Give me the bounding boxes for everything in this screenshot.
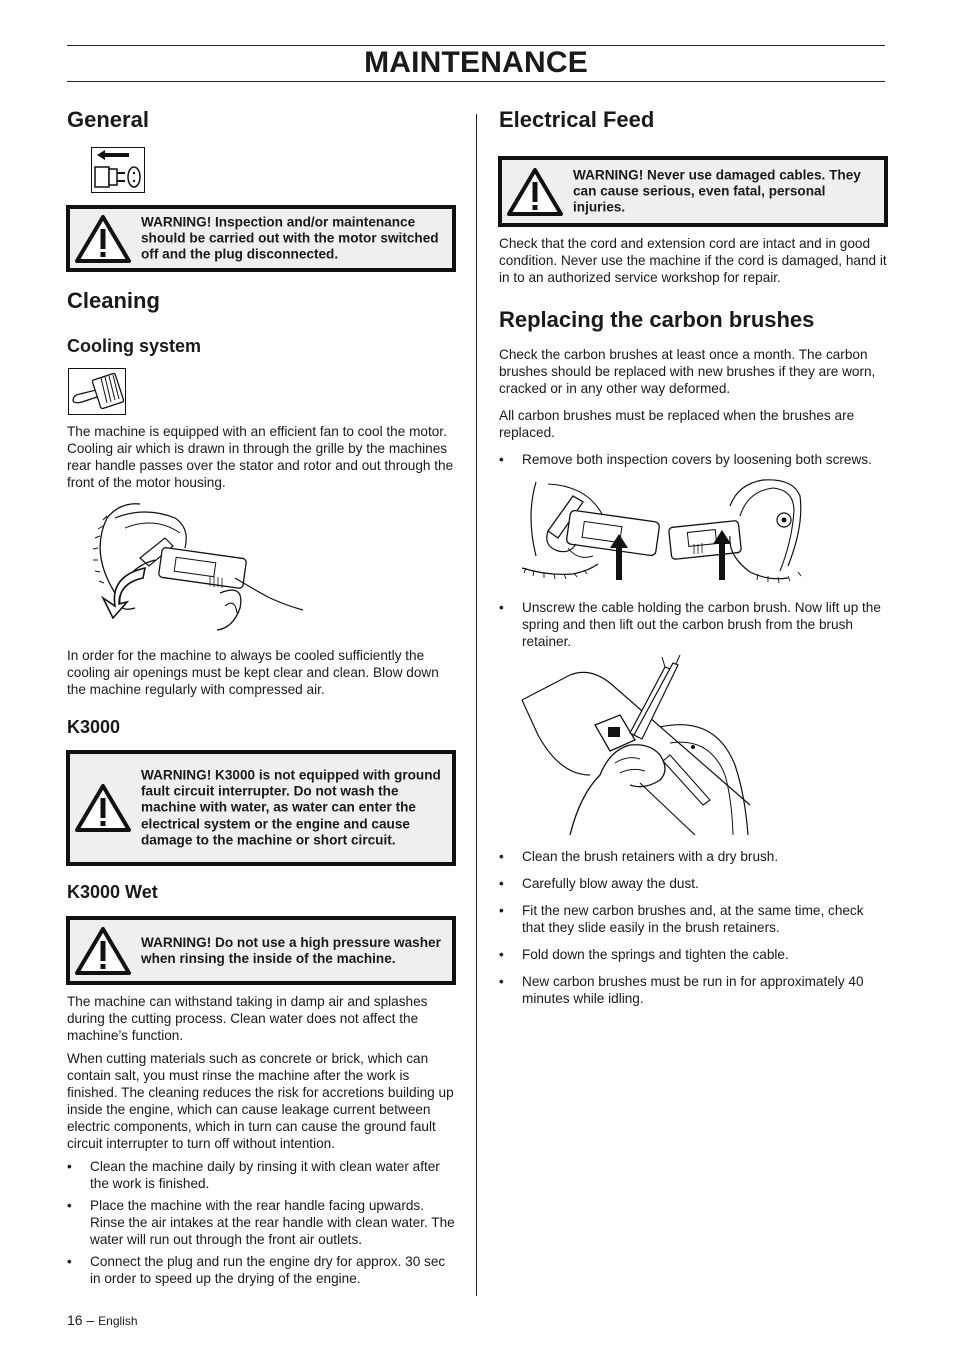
list-item: • Place the machine with the rear handle facing upwards. Rinse the air intakes at the rear handle with clean water. The water will run out through the front air outlets. (67, 1198, 455, 1247)
list-item: • Clean the machine daily by rinsing it with clean water after the work is finished. (67, 1159, 440, 1191)
header-bottom-rule (67, 81, 885, 82)
list-item: • New carbon brushes must be run in for approximately 40 minutes while idling. (499, 974, 864, 1006)
column-divider (476, 114, 477, 1296)
general-warning-box (66, 205, 456, 272)
carbon-brushes-intro (499, 346, 887, 478)
cooling-system-heading: Cooling system (67, 336, 202, 356)
k3000-wet-paragraph-2: When cutting materials such as concrete or brick, which can contain salt, you must rinse the machine after the work is finished. The cleaning reduces the risk for accretions building up inside the engine, which can cause leakage current between electric components, which in turn can cause the ground fault circuit interrupter to turn off without intention. (67, 1051, 454, 1151)
electrical-paragraph: Check that the cord and extension cord are intact and in good condition. Never use the machine if the cord is damaged, hand it in to an authorized service workshop for repair. (499, 236, 887, 285)
warning-triangle-icon (74, 214, 132, 264)
k3000-heading: K3000 (67, 717, 121, 737)
final-steps-bullet-list (499, 848, 887, 1007)
k3000-wet-body (67, 993, 455, 1292)
general-heading: General (67, 107, 149, 132)
page-footer (67, 1312, 138, 1328)
carbon-brushes-paragraph-2: All carbon brushes must be replaced when the brushes are replaced. (499, 408, 855, 440)
list-item: • Clean the brush retainers with a dry brush. (499, 849, 779, 864)
electrical-warning-text: WARNING! Never use damaged cables. They can cause serious, even fatal, personal injuries. (573, 167, 861, 215)
list-item: • Connect the plug and run the engine dry for approx. 30 sec in order to speed up the drying of the engine. (67, 1254, 446, 1286)
warning-triangle-icon (74, 783, 132, 833)
list-item: • Fit the new carbon brushes and, at the same time, check that they slide easily in the brush retainers. (499, 903, 864, 935)
carbon-brushes-heading: Replacing the carbon brushes (499, 307, 815, 332)
unplug-icon (91, 147, 145, 193)
general-warning-text: WARNING! Inspection and/or maintenance should be carried out with the motor switched off and the plug disconnected. (141, 214, 439, 262)
cleaning-heading: Cleaning (67, 288, 160, 313)
k3000-wet-paragraph-1: The machine can withstand taking in damp air and splashes during the cutting process. Clean water does not affect the machine’s function. (67, 994, 428, 1043)
unscrew-cable-bullet (499, 599, 887, 650)
electrical-feed-heading: Electrical Feed (499, 107, 655, 132)
footer-language: English (98, 1314, 138, 1328)
k3000-wet-bullet-list (67, 1158, 455, 1287)
k3000-wet-heading: K3000 Wet (67, 882, 158, 902)
cooling-paragraph-2: In order for the machine to always be cooled sufficiently the cooling air openings must be kept clear and clean. Blow down the machine regularly with compressed air. (67, 648, 439, 697)
list-item: • Unscrew the cable holding the carbon brush. Now lift up the spring and then lift out the carbon brush from the brush retainer. (499, 600, 881, 649)
carbon-brushes-paragraph-1: Check the carbon brushes at least once a month. The carbon brushes should be replaced with new brushes if they are worn, cracked or in any other way deformed. (499, 347, 876, 396)
k3000-warning-text: WARNING! K3000 is not equipped with ground fault circuit interrupter. Do not wash the machine with water, as water can enter the electrical system or the engine and cause damage to the machine or short circuit. (141, 767, 441, 848)
k3000-wet-warning-box (66, 916, 456, 985)
inspection-covers-illustration (518, 476, 804, 586)
list-item: • Carefully blow away the dust. (499, 876, 699, 891)
carbon-brush-removal-illustration (520, 655, 760, 840)
cooling-paragraph-1: The machine is equipped with an efficient fan to cool the motor. Cooling air which is drawn in through the grille by the machines rear handle passes over the stator and rotor and out through the front of the motor housing. (67, 424, 454, 490)
warning-triangle-icon (74, 926, 132, 976)
warning-triangle-icon (506, 167, 564, 217)
brush-icon (68, 368, 126, 415)
cutter-airflow-illustration (85, 498, 305, 633)
list-item: • Fold down the springs and tighten the cable. (499, 947, 789, 962)
page-title: MAINTENANCE (364, 46, 588, 79)
k3000-warning-box (66, 750, 456, 866)
inspection-covers-bullet (499, 451, 887, 468)
electrical-warning-box (498, 156, 888, 227)
k3000-wet-warning-text: WARNING! Do not use a high pressure washer when rinsing the inside of the machine. (141, 934, 441, 966)
final-steps-bullet-block (499, 848, 887, 1017)
list-item: • Remove both inspection covers by loosening both screws. (499, 452, 872, 467)
page-number: 16 – (67, 1312, 95, 1328)
unscrew-cable-bullet-block (499, 599, 887, 660)
